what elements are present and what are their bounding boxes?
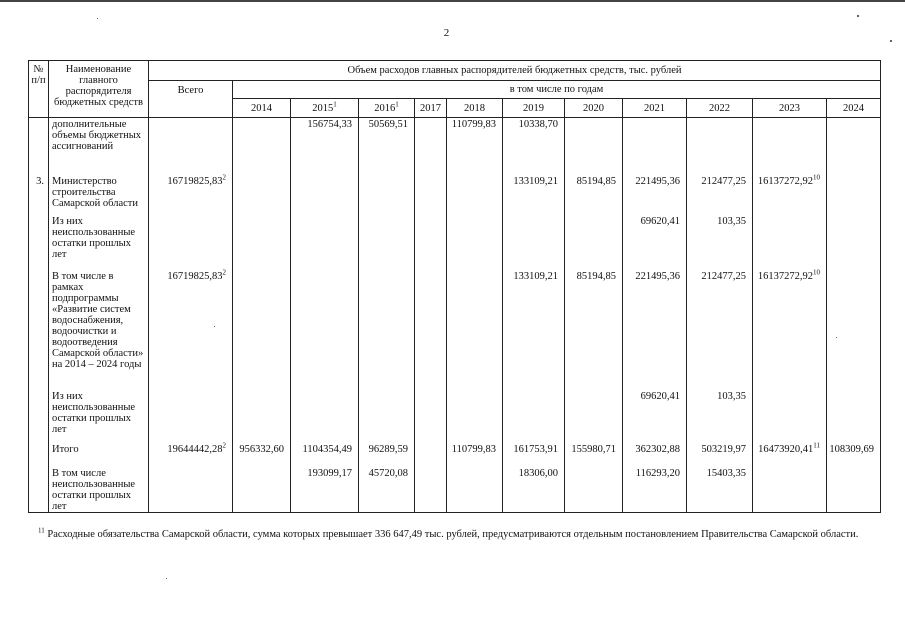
row-year-cell (565, 171, 623, 211)
row-year-cell (447, 171, 503, 211)
row-year-cell (415, 211, 447, 266)
row-year-cell (623, 266, 687, 386)
row-name-value: В том числе в рамках подпрограммы «Развитие систем водоснабжения, водоочистки и водоотведения Самарской области» на 2014 – 2024 годы (52, 270, 144, 370)
row-year-cell (503, 440, 565, 463)
row-year-cell-value: 212477,25 (701, 270, 746, 282)
row-year-cell-value: 96289,59 (368, 443, 408, 455)
header-year-label: 2024 (843, 102, 864, 114)
row-year-cell (291, 118, 359, 171)
row-year-cell (503, 266, 565, 386)
row-year-cell (415, 386, 447, 440)
row-year-cell-value: 155980,71 (571, 443, 616, 455)
header-by-years: в том числе по годам (233, 81, 881, 99)
row-year-cell-value: 116293,20 (635, 467, 680, 479)
row-year-cell-value: 10338,70 (518, 119, 558, 130)
header-name: Наименование главного распорядителя бюджетных средств (49, 61, 149, 118)
row-year-cell (753, 463, 827, 513)
row-number (29, 440, 49, 463)
header-year-footnote-mark: 1 (333, 100, 337, 108)
row-year-cell-value: 212477,25 (701, 175, 746, 187)
row-year-cell (447, 211, 503, 266)
row-year-cell (687, 171, 753, 211)
row-year-cell-value: 1104354,49 (302, 443, 352, 455)
scan-speck (214, 326, 215, 327)
row-name-value: Министерство строительства Самарской области (52, 175, 138, 209)
row-year-cell (753, 171, 827, 211)
table-row (29, 440, 881, 463)
header-year (827, 99, 881, 118)
row-year-cell-value: 110799,83 (451, 119, 496, 130)
row-total (149, 440, 233, 463)
cell-footnote-mark: 2 (222, 173, 226, 181)
row-total-value: 16719825,83 (167, 175, 223, 187)
row-year-cell (827, 440, 881, 463)
header-year-label: 2017 (420, 102, 441, 114)
header-year-label: 2019 (523, 102, 544, 114)
table-row (29, 266, 881, 386)
scan-edge-line (0, 0, 905, 2)
table-row (29, 386, 881, 440)
row-year-cell-value: 133109,21 (513, 175, 558, 187)
row-year-cell (565, 440, 623, 463)
row-year-cell (565, 266, 623, 386)
header-year-label: 2014 (251, 102, 272, 114)
row-year-cell (753, 386, 827, 440)
row-name-value: Из них неиспользованные остатки прошлых лет (52, 215, 136, 260)
row-year-cell-value: 69620,41 (640, 390, 680, 402)
row-year-cell (623, 386, 687, 440)
header-year-label: 2016 (374, 102, 396, 114)
row-total-value: 16719825,83 (167, 270, 223, 282)
row-year-cell (565, 211, 623, 266)
row-year-cell (827, 171, 881, 211)
row-year-cell-value: 193099,17 (307, 467, 352, 479)
row-total (149, 211, 233, 266)
row-year-cell (359, 440, 415, 463)
row-year-cell-value: 45720,08 (368, 467, 408, 479)
row-year-cell-value: 110799,83 (451, 443, 496, 455)
footnote-text: Расходные обязательства Самарской области, сумма которых превышает 336 647,49 тыс. рублей, предусматриваются отдельным постановлением Правительства Самарской области. (44, 529, 859, 540)
row-total-value: 19644442,28 (167, 443, 223, 455)
table-row (29, 463, 881, 513)
cell-footnote-mark: 10 (813, 268, 820, 276)
row-name (49, 118, 149, 171)
row-year-cell (233, 171, 291, 211)
header-num: № п/п (29, 61, 49, 118)
header-year-label: 2022 (709, 102, 730, 114)
row-year-cell (687, 266, 753, 386)
header-year-label: 2018 (464, 102, 485, 114)
row-year-cell (415, 171, 447, 211)
row-total (149, 171, 233, 211)
row-year-cell (503, 118, 565, 171)
header-year (503, 99, 565, 118)
row-year-cell (447, 386, 503, 440)
row-year-cell (233, 440, 291, 463)
row-year-cell (359, 211, 415, 266)
row-year-cell-value: 85194,85 (576, 270, 616, 282)
row-year-cell-value: 16473920,41 (758, 443, 814, 455)
row-year-cell (827, 211, 881, 266)
row-year-cell (753, 211, 827, 266)
row-year-cell (623, 118, 687, 171)
row-number (29, 266, 49, 386)
table-row (29, 118, 881, 171)
row-name-value: дополнительные объемы бюджетных ассигнований (52, 119, 142, 152)
cell-footnote-mark: 10 (813, 173, 820, 181)
header-year (359, 99, 415, 118)
row-year-cell (687, 386, 753, 440)
row-name (49, 440, 149, 463)
row-year-cell (447, 463, 503, 513)
row-year-cell (415, 440, 447, 463)
row-year-cell-value: 362302,88 (635, 443, 680, 455)
header-volume-caption: Объем расходов главных распорядителей бюджетных средств, тыс. рублей (149, 61, 881, 81)
row-year-cell (753, 118, 827, 171)
row-year-cell-value: 103,35 (717, 215, 746, 227)
row-year-cell-value: 161753,91 (513, 443, 558, 455)
page-number: 2 (443, 27, 450, 39)
row-year-cell-value: 69620,41 (640, 215, 680, 227)
row-year-cell-value: 221495,36 (635, 270, 680, 282)
header-year (687, 99, 753, 118)
row-year-cell (447, 118, 503, 171)
row-year-cell (233, 211, 291, 266)
row-name (49, 266, 149, 386)
scan-speck (857, 15, 859, 17)
row-year-cell (291, 440, 359, 463)
row-year-cell (503, 171, 565, 211)
row-year-cell-value: 50569,51 (368, 119, 408, 130)
header-year (233, 99, 291, 118)
header-year (447, 99, 503, 118)
scan-speck (836, 337, 837, 338)
row-number (29, 386, 49, 440)
row-year-cell (291, 171, 359, 211)
row-year-cell (359, 386, 415, 440)
row-year-cell (623, 463, 687, 513)
row-number-value: 3. (36, 175, 44, 187)
header-year (291, 99, 359, 118)
header-year-label: 2015 (312, 102, 334, 114)
row-year-cell (359, 266, 415, 386)
row-number (29, 118, 49, 171)
row-year-cell-value: 156754,33 (307, 119, 352, 130)
table-body (29, 118, 881, 513)
header-year (623, 99, 687, 118)
header-year-label: 2020 (583, 102, 604, 114)
row-year-cell (447, 266, 503, 386)
row-name (49, 463, 149, 513)
row-year-cell (291, 266, 359, 386)
row-year-cell-value: 16137272,92 (757, 270, 813, 282)
row-year-cell (623, 171, 687, 211)
row-year-cell (291, 211, 359, 266)
row-year-cell (623, 211, 687, 266)
row-year-cell (827, 386, 881, 440)
row-year-cell (233, 463, 291, 513)
row-year-cell-value: 15403,35 (706, 467, 746, 479)
row-year-cell (687, 440, 753, 463)
row-year-cell (687, 463, 753, 513)
header-year-label: 2023 (779, 102, 800, 114)
cell-footnote-mark: 2 (222, 441, 226, 449)
row-total (149, 386, 233, 440)
row-year-cell (415, 118, 447, 171)
row-number (29, 211, 49, 266)
table-row (29, 211, 881, 266)
row-year-cell-value: 18306,00 (518, 467, 558, 479)
header-year-footnote-mark: 1 (395, 100, 399, 108)
row-year-cell (827, 266, 881, 386)
header-total: Всего (149, 81, 233, 118)
row-year-cell (827, 463, 881, 513)
row-year-cell (503, 463, 565, 513)
footnote (28, 528, 870, 541)
row-year-cell (687, 118, 753, 171)
row-name-value: В том числе неиспользованные остатки прошлых лет (52, 467, 136, 512)
row-year-cell (447, 440, 503, 463)
footnote-mark: 11 (38, 526, 45, 535)
row-year-cell (565, 463, 623, 513)
row-year-cell-value: 108309,69 (829, 443, 875, 455)
row-name (49, 386, 149, 440)
row-year-cell (753, 266, 827, 386)
header-year (415, 99, 447, 118)
row-year-cell (233, 386, 291, 440)
scan-speck (890, 40, 892, 42)
scan-speck (166, 578, 167, 579)
row-number (29, 171, 49, 211)
row-year-cell (291, 463, 359, 513)
row-year-cell (359, 171, 415, 211)
table-row (29, 171, 881, 211)
row-year-cell (233, 266, 291, 386)
row-year-cell (503, 211, 565, 266)
row-year-cell (359, 118, 415, 171)
row-year-cell (753, 440, 827, 463)
row-year-cell (623, 440, 687, 463)
row-year-cell-value: 133109,21 (513, 270, 558, 282)
row-year-cell-value: 85194,85 (576, 175, 616, 187)
row-year-cell (415, 463, 447, 513)
row-year-cell-value: 221495,36 (635, 175, 680, 187)
row-year-cell-value: 503219,97 (701, 443, 746, 455)
row-year-cell (503, 386, 565, 440)
row-year-cell (827, 118, 881, 171)
row-total (149, 266, 233, 386)
header-year (753, 99, 827, 118)
row-year-cell-value: 16137272,92 (757, 175, 813, 187)
row-name (49, 171, 149, 211)
cell-footnote-mark: 11 (813, 441, 820, 449)
budget-table (28, 60, 881, 513)
row-year-cell-value: 956332,60 (239, 443, 284, 455)
row-name-value: Итого (52, 443, 79, 455)
row-year-cell-value: 103,35 (717, 390, 746, 402)
row-year-cell (687, 211, 753, 266)
row-year-cell (233, 118, 291, 171)
row-number (29, 463, 49, 513)
row-name (49, 211, 149, 266)
scan-speck (97, 18, 98, 19)
header-year (565, 99, 623, 118)
row-year-cell (415, 266, 447, 386)
row-year-cell (565, 118, 623, 171)
row-name-value: Из них неиспользованные остатки прошлых лет (52, 390, 136, 435)
row-total (149, 463, 233, 513)
cell-footnote-mark: 2 (222, 268, 226, 276)
row-year-cell (291, 386, 359, 440)
row-year-cell (359, 463, 415, 513)
row-year-cell (565, 386, 623, 440)
row-total (149, 118, 233, 171)
header-year-label: 2021 (644, 102, 665, 114)
